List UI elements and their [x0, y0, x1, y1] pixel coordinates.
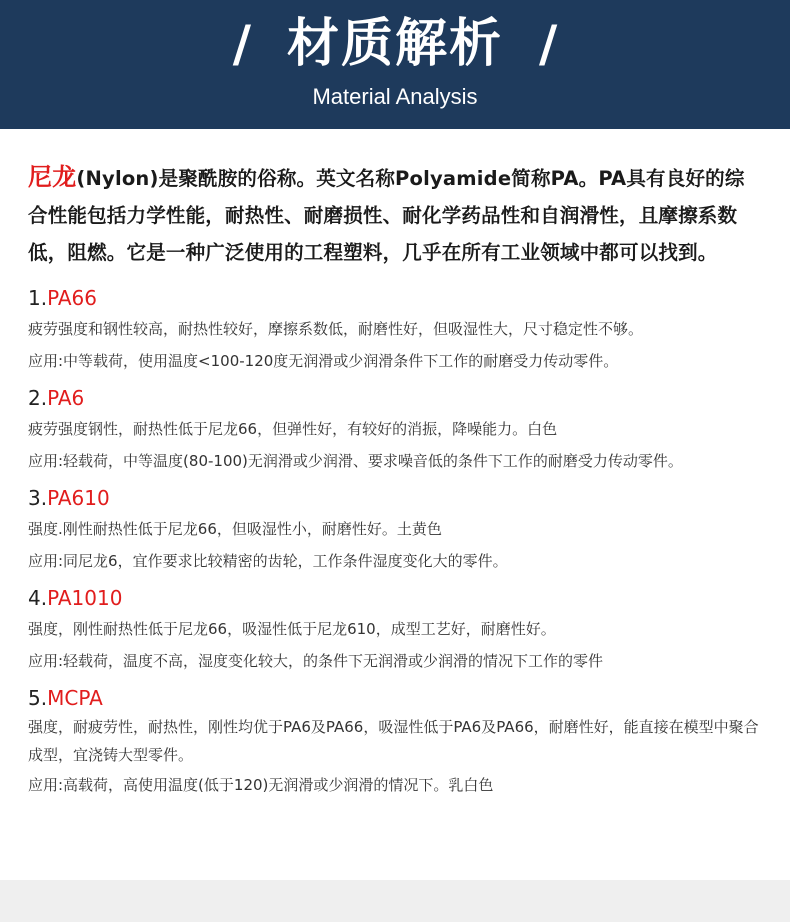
- title-row: [0, 14, 790, 74]
- header-banner: [0, 0, 790, 129]
- section-number: 3.: [28, 486, 48, 510]
- section-application: 应用:轻载荷，温度不高，湿度变化较大，的条件下无润滑或少润滑的情况下工作的零件: [28, 652, 604, 670]
- section-application: 应用:高载荷，高使用温度(低于120)无润滑或少润滑的情况下。乳白色: [28, 776, 494, 794]
- section-heading: [28, 483, 762, 513]
- content-area: [0, 129, 790, 801]
- section-name: PA1010: [47, 586, 123, 610]
- section-description: 强度，刚性耐热性低于尼龙66，吸湿性低于尼龙610，成型工艺好，耐磨性好。: [28, 620, 556, 638]
- section-application: 应用:中等载荷，使用温度<100-120度无润滑或少润滑条件下工作的耐磨受力传动零件。: [28, 352, 619, 370]
- intro-keyword: 尼龙: [28, 163, 77, 191]
- section-application: 应用:轻载荷，中等温度(80-100)无润滑或少润滑、要求噪音低的条件下工作的耐磨受力传动零件。: [28, 452, 683, 470]
- page-title: 材质解析: [286, 14, 503, 74]
- left-slash: /: [232, 15, 251, 73]
- section-name: PA6: [47, 386, 85, 410]
- section-heading: [28, 283, 762, 313]
- section-number: 2.: [28, 386, 48, 410]
- intro-text: (Nylon)是聚酰胺的俗称。英文名称Polyamide简称PA。PA具有良好的综合性能包括力学性能，耐热性、耐磨损性、耐化学药品性和自润滑性，且摩擦系数低，阻燃。它是一种广泛使用的工程塑料，几乎在所有工业领域中都可以找到。: [28, 167, 745, 264]
- intro-paragraph: [28, 159, 762, 271]
- footer-band: [0, 880, 790, 922]
- section-heading: [28, 683, 762, 713]
- section-pa1010: [28, 583, 762, 677]
- section-name: PA66: [47, 286, 98, 310]
- section-name: PA610: [47, 486, 110, 510]
- section-description: 强度.刚性耐热性低于尼龙66，但吸湿性小，耐磨性好。土黄色: [28, 520, 442, 538]
- section-description: 疲劳强度钢性，耐热性低于尼龙66，但弹性好，有较好的消振，降噪能力。白色: [28, 420, 558, 438]
- section-heading: [28, 383, 762, 413]
- section-pa6: [28, 383, 762, 477]
- right-slash: /: [539, 15, 558, 73]
- section-application: 应用:同尼龙6，宜作要求比较精密的齿轮，工作条件湿度变化大的零件。: [28, 552, 508, 570]
- section-pa66: [28, 283, 762, 377]
- section-name: MCPA: [47, 686, 103, 710]
- page-subtitle: Material Analysis: [312, 84, 478, 109]
- section-number: 1.: [28, 286, 48, 310]
- section-mcpa: [28, 683, 762, 801]
- section-description: 疲劳强度和钢性较高，耐热性较好，摩擦系数低，耐磨性好，但吸湿性大，尺寸稳定性不够。: [28, 320, 644, 338]
- section-number: 4.: [28, 586, 48, 610]
- section-heading: [28, 583, 762, 613]
- section-pa610: [28, 483, 762, 577]
- section-description: 强度，耐疲劳性，耐热性，刚性均优于PA6及PA66，吸湿性低于PA6及PA66，耐磨性好，能直接在模型中聚合成型，宜浇铸大型零件。: [28, 718, 759, 764]
- section-number: 5.: [28, 686, 48, 710]
